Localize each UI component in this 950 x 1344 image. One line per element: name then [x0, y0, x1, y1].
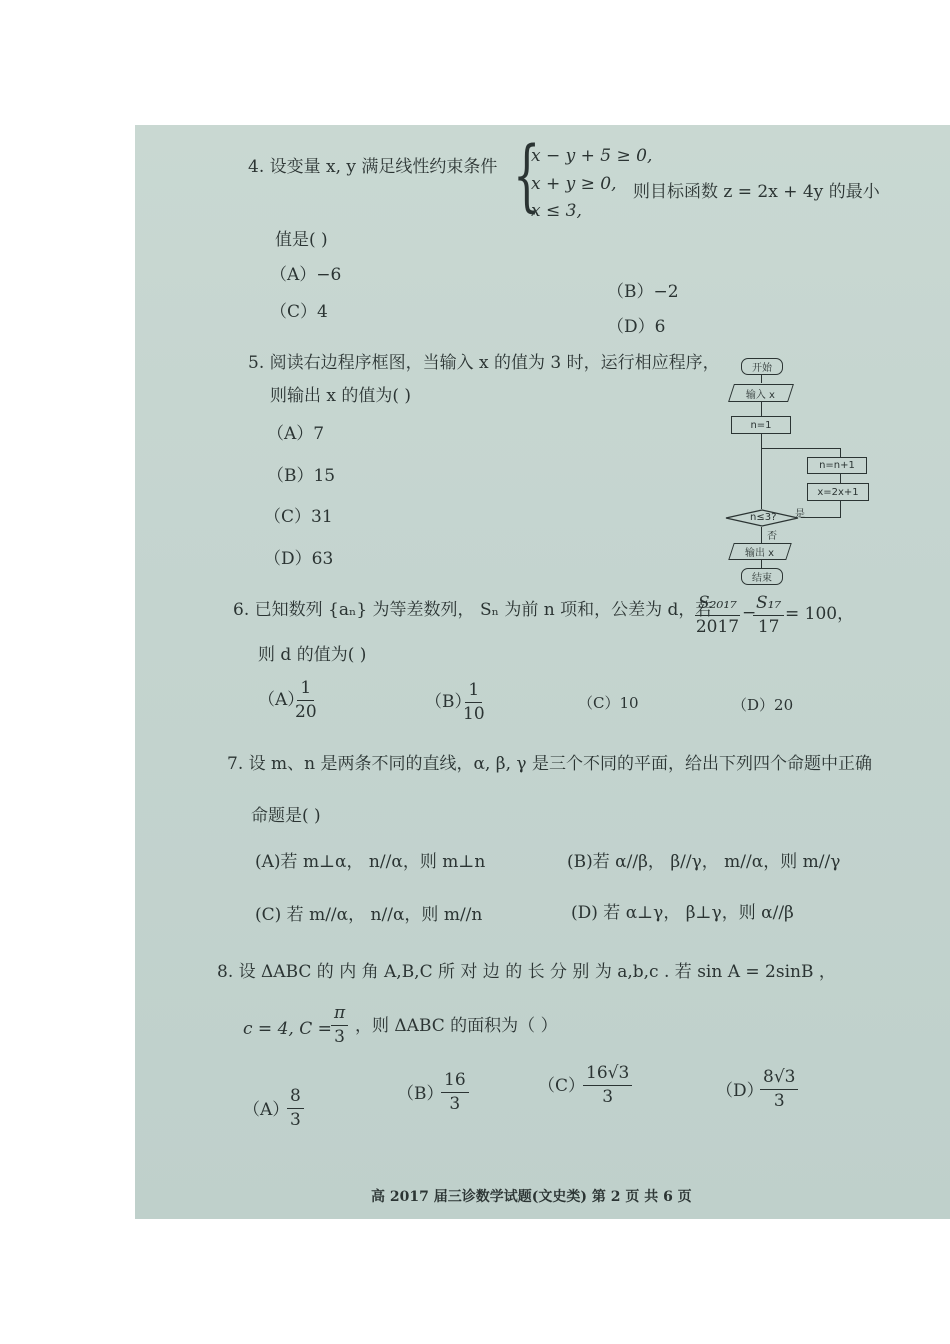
- q6-frac1-num: S₂₀₁₇: [695, 595, 740, 616]
- q8-stem: 8. 设 ΔABC 的 内 角 A,B,C 所 对 边 的 长 分 别 为 a,b,c . 若 sin A = 2sinB ，: [217, 962, 836, 982]
- flow-start: 开始: [741, 358, 783, 375]
- flow-line: [761, 448, 841, 449]
- page-footer: 高 2017 届三诊数学试题(文史类) 第 2 页 共 6 页: [371, 1189, 692, 1205]
- flow-input: [728, 384, 794, 402]
- q5-option-b: （B）15: [267, 466, 336, 486]
- q6-frac1-den: 2017: [695, 617, 740, 637]
- flow-cond-label: n≤3?: [750, 512, 777, 523]
- q8-option-a-label: （A）: [243, 1100, 290, 1120]
- q8-option-b-fraction: [441, 1072, 469, 1113]
- q7-option-d: (D) 若 α⊥γ， β⊥γ，则 α//β: [571, 903, 794, 923]
- q4-option-a: （A）−6: [270, 265, 342, 285]
- q4-option-d: （D）6: [607, 317, 666, 337]
- q6-option-a-fraction: [295, 680, 317, 721]
- flow-line: [761, 527, 762, 543]
- q6-b-den: 10: [463, 704, 485, 724]
- q6-minus: −: [742, 603, 757, 623]
- q4-stem: 4. 设变量 x, y 满足线性约束条件: [248, 157, 498, 177]
- flow-input-label: 输入 x: [746, 389, 776, 401]
- q6-frac2-num: S₁₇: [753, 595, 784, 616]
- q6-a-num: 1: [297, 680, 314, 701]
- q8-d-num: 8√3: [760, 1069, 798, 1090]
- q5-prompt: 则输出 x 的值为( ): [270, 386, 412, 406]
- q8-pi-num: π: [331, 1005, 348, 1026]
- q4-constraint-1: x − y + 5 ≥ 0,: [531, 146, 653, 166]
- flow-init: n=1: [731, 416, 791, 434]
- flow-line: [761, 559, 762, 568]
- q4-option-c: （C）4: [270, 302, 328, 322]
- exam-page: [135, 125, 950, 1219]
- flow-line: [761, 374, 762, 383]
- flow-output-label: 输出 x: [745, 548, 775, 559]
- flow-yes-label: 是: [795, 509, 805, 520]
- q4-option-b: （B）−2: [607, 282, 679, 302]
- flow-loop-x: x=2x+1: [807, 483, 869, 501]
- q4-constraint-2: x + y ≥ 0,: [531, 174, 617, 194]
- q7-option-c: (C) 若 m//α， n//α，则 m//n: [255, 905, 483, 925]
- q8-a-num: 8: [287, 1088, 304, 1109]
- q6-stem: 6. 已知数列 {aₙ} 为等差数列， Sₙ 为前 n 项和，公差为 d，若: [233, 600, 713, 620]
- q8-angle-fraction: [331, 1005, 348, 1046]
- flow-output: [728, 543, 792, 560]
- q6-prompt: 则 d 的值为( ): [258, 645, 367, 665]
- flow-end: 结束: [741, 568, 783, 585]
- q4-prompt: 值是( ): [275, 230, 328, 250]
- q6-option-b-label: （B）: [425, 692, 472, 712]
- q6-fraction-1: [695, 595, 740, 636]
- q4-brace: {: [513, 131, 541, 221]
- q6-frac2-den: 17: [757, 617, 780, 637]
- flow-line: [761, 401, 762, 416]
- flow-line: [840, 448, 841, 457]
- flow-line: [761, 433, 762, 509]
- q8-option-a-fraction: [287, 1088, 304, 1129]
- q5-option-c: （C）31: [264, 507, 333, 527]
- q6-b-num: 1: [465, 682, 482, 703]
- flow-line: [840, 473, 841, 483]
- q8-given: c = 4, C =: [243, 1019, 332, 1039]
- q6-option-a-label: （A）: [258, 690, 305, 710]
- q5-stem: 5. 阅读右边程序框图，当输入 x 的值为 3 时，运行相应程序，: [248, 353, 720, 373]
- q6-a-den: 20: [295, 702, 317, 722]
- flow-line: [801, 517, 841, 518]
- q8-pi-den: 3: [334, 1027, 345, 1047]
- q7-option-a: (A)若 m⊥α， n//α，则 m⊥n: [255, 852, 486, 872]
- q7-option-b: (B)若 α//β， β//γ， m//α，则 m//γ: [567, 852, 841, 872]
- q4-objective: 则目标函数 z = 2x + 4y 的最小: [633, 182, 880, 202]
- q6-option-b-fraction: [463, 682, 485, 723]
- q8-b-num: 16: [441, 1072, 469, 1093]
- q7-stem: 7. 设 m、n 是两条不同的直线，α, β, γ 是三个不同的平面，给出下列四个命题中正确: [227, 754, 872, 774]
- q6-fraction-2: [753, 595, 784, 636]
- q8-option-c-fraction: [583, 1065, 632, 1106]
- q8-option-d-fraction: [760, 1069, 798, 1110]
- flow-line: [840, 500, 841, 518]
- q7-prompt: 命题是( ): [251, 806, 321, 826]
- q8-d-den: 3: [773, 1091, 785, 1111]
- q6-equals: = 100，: [785, 604, 855, 624]
- q8-a-den: 3: [290, 1110, 301, 1130]
- q5-option-a: （A）7: [267, 424, 325, 444]
- q8-option-d-label: （D）: [716, 1081, 764, 1101]
- q6-option-c: （C）10: [578, 694, 639, 712]
- q8-c-den: 3: [602, 1087, 614, 1107]
- q8-b-den: 3: [449, 1094, 461, 1114]
- q8-c-num: 16√3: [583, 1065, 632, 1086]
- flow-loop-n: n=n+1: [807, 457, 867, 474]
- q8-option-c-label: （C）: [538, 1076, 586, 1096]
- q8-option-b-label: （B）: [397, 1084, 444, 1104]
- q8-prompt: ，则 ΔABC 的面积为（ ）: [355, 1016, 558, 1036]
- q4-constraint-3: x ≤ 3,: [531, 201, 582, 221]
- q6-option-d: （D）20: [732, 696, 794, 714]
- flow-no-label: 否: [767, 531, 777, 542]
- q5-option-d: （D）63: [264, 549, 334, 569]
- flow-cond: [725, 509, 799, 527]
